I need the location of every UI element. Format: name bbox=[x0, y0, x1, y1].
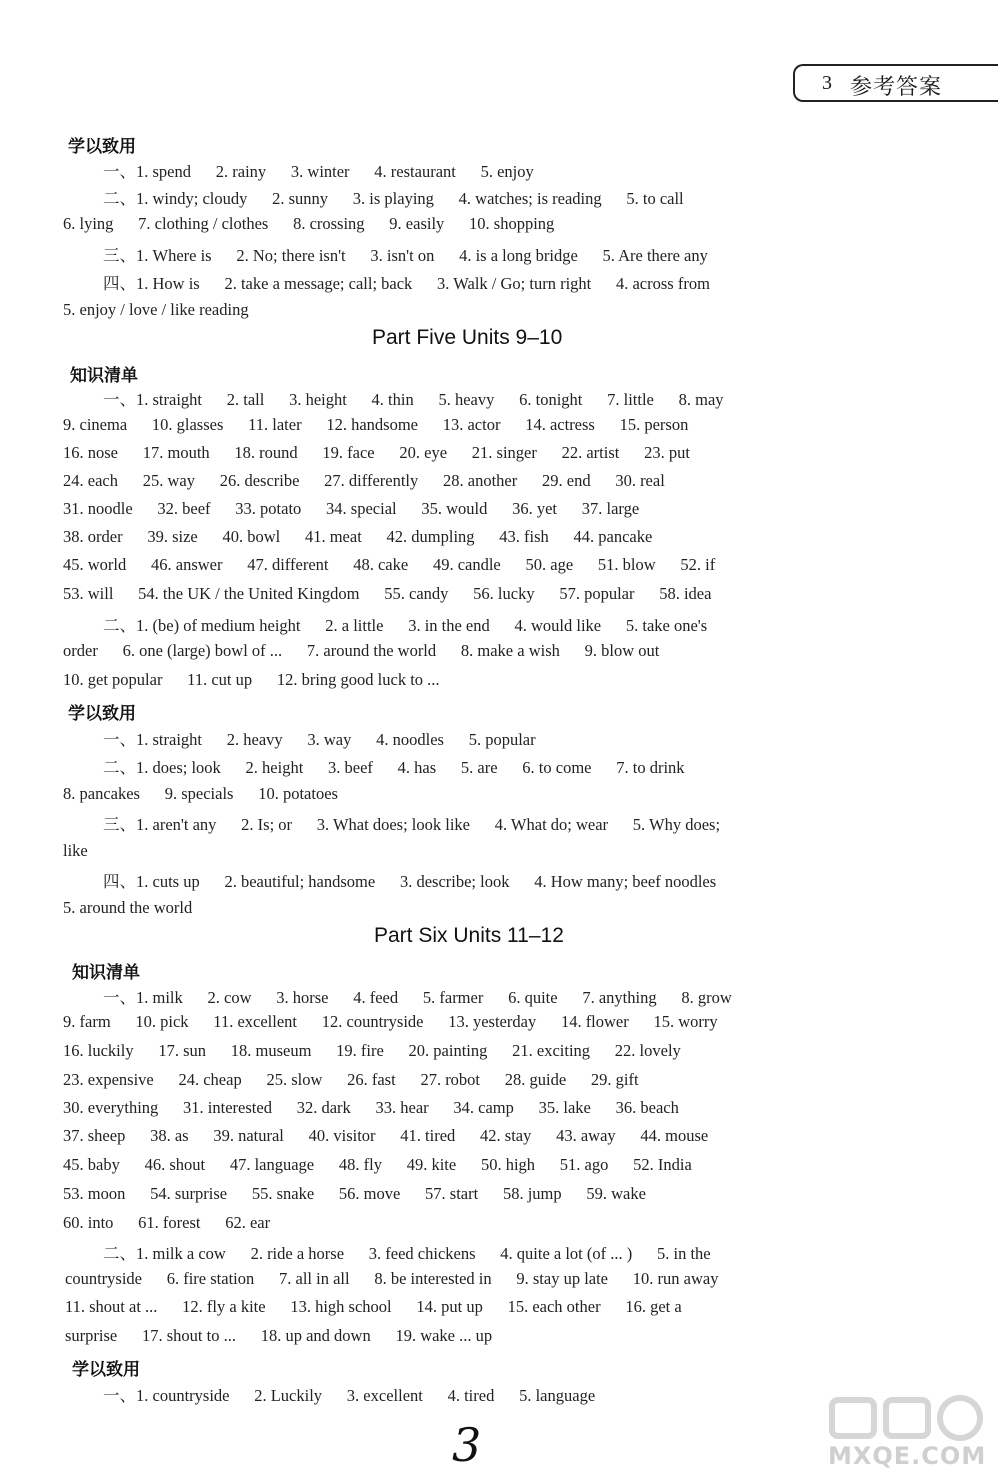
section-heading: 知识清单 bbox=[72, 963, 140, 983]
section-heading: 学以致用 bbox=[72, 1360, 140, 1380]
answer-line: 60. into 61. forest 62. ear bbox=[63, 1213, 271, 1232]
answer-line: 45. world 46. answer 47. different 48. cake 49. candle 50. age 51. blow 52. if bbox=[63, 555, 716, 574]
answer-line: 一、1. straight 2. tall 3. height 4. thin 5. heavy 6. tonight 7. little 8. may bbox=[103, 390, 724, 409]
answer-line: 一、1. straight 2. heavy 3. way 4. noodles 5. popular bbox=[103, 730, 536, 749]
answer-line: surprise 17. shout to ... 18. up and down 19. wake ... up bbox=[65, 1326, 493, 1345]
part-heading: Part Five Units 9–10 bbox=[372, 326, 563, 349]
section-heading: 学以致用 bbox=[68, 137, 136, 157]
answer-line: 三、1. aren't any 2. Is; or 3. What does; look like 4. What do; wear 5. Why does; bbox=[103, 815, 721, 834]
section-heading: 知识清单 bbox=[70, 366, 138, 386]
answer-line: 30. everything 31. interested 32. dark 33. hear 34. camp 35. lake 36. beach bbox=[63, 1098, 679, 1117]
answer-line: 38. order 39. size 40. bowl 41. meat 42. dumpling 43. fish 44. pancake bbox=[63, 527, 653, 546]
answer-line: 31. noodle 32. beef 33. potato 34. special 35. would 36. yet 37. large bbox=[63, 499, 640, 518]
answer-line: 5. enjoy / love / like reading bbox=[63, 300, 249, 319]
answer-line: 9. farm 10. pick 11. excellent 12. countryside 13. yesterday 14. flower 15. worry bbox=[63, 1012, 718, 1031]
answer-line: 16. nose 17. mouth 18. round 19. face 20. eye 21. singer 22. artist 23. put bbox=[63, 443, 690, 462]
answer-line: 45. baby 46. shout 47. language 48. fly 49. kite 50. high 51. ago 52. India bbox=[63, 1155, 692, 1174]
answer-line: 二、1. milk a cow 2. ride a horse 3. feed chickens 4. quite a lot (of ... ) 5. in the bbox=[103, 1244, 711, 1263]
answer-line: countryside 6. fire station 7. all in all 8. be interested in 9. stay up late 10. run away bbox=[65, 1269, 719, 1288]
answer-line: 16. luckily 17. sun 18. museum 19. fire 20. painting 21. exciting 22. lovely bbox=[63, 1041, 681, 1060]
header-section-number: 3 bbox=[822, 72, 832, 94]
answer-line: 一、1. milk 2. cow 3. horse 4. feed 5. farmer 6. quite 7. anything 8. grow bbox=[103, 988, 732, 1007]
answer-line: 8. pancakes 9. specials 10. potatoes bbox=[63, 784, 338, 803]
answer-line: 二、1. does; look 2. height 3. beef 4. has 5. are 6. to come 7. to drink bbox=[103, 758, 685, 777]
part-heading: Part Six Units 11–12 bbox=[374, 924, 564, 947]
answer-line: 二、1. windy; cloudy 2. sunny 3. is playing 4. watches; is reading 5. to call bbox=[103, 189, 684, 208]
answer-line: 53. will 54. the UK / the United Kingdom 55. candy 56. lucky 57. popular 58. idea bbox=[63, 584, 712, 603]
section-heading: 学以致用 bbox=[68, 704, 136, 724]
answer-line: 四、1. How is 2. take a message; call; back 3. Walk / Go; turn right 4. across from bbox=[103, 274, 710, 293]
header-title: 参考答案 bbox=[850, 75, 943, 100]
answer-line: 四、1. cuts up 2. beautiful; handsome 3. describe; look 4. How many; beef noodles bbox=[103, 872, 717, 891]
answer-line: 23. expensive 24. cheap 25. slow 26. fast 27. robot 28. guide 29. gift bbox=[63, 1070, 639, 1089]
answer-line: like bbox=[63, 841, 88, 860]
answer-line: 一、1. spend 2. rainy 3. winter 4. restaurant 5. enjoy bbox=[103, 162, 534, 181]
answer-line: 9. cinema 10. glasses 11. later 12. handsome 13. actor 14. actress 15. person bbox=[63, 415, 689, 434]
answer-line: 24. each 25. way 26. describe 27. differently 28. another 29. end 30. real bbox=[63, 471, 665, 490]
answer-line: 37. sheep 38. as 39. natural 40. visitor 41. tired 42. stay 43. away 44. mouse bbox=[63, 1126, 709, 1145]
answer-line: order 6. one (large) bowl of ... 7. around the world 8. make a wish 9. blow out bbox=[63, 641, 660, 660]
answer-line: 10. get popular 11. cut up 12. bring good luck to ... bbox=[63, 670, 440, 689]
answer-line: 6. lying 7. clothing / clothes 8. crossing 9. easily 10. shopping bbox=[63, 214, 555, 233]
answer-line: 一、1. countryside 2. Luckily 3. excellent 4. tired 5. language bbox=[103, 1386, 596, 1405]
answer-line: 53. moon 54. surprise 55. snake 56. move 57. start 58. jump 59. wake bbox=[63, 1184, 646, 1203]
answer-line: 5. around the world bbox=[63, 898, 193, 917]
answer-line: 二、1. (be) of medium height 2. a little 3. in the end 4. would like 5. take one's bbox=[103, 616, 708, 635]
page-number: 3 bbox=[452, 1418, 482, 1472]
answer-line: 11. shout at ... 12. fly a kite 13. high school 14. put up 15. each other 16. get a bbox=[65, 1297, 682, 1316]
answer-line: 三、1. Where is 2. No; there isn't 3. isn't on 4. is a long bridge 5. Are there any bbox=[103, 246, 708, 265]
watermark-text: MXQE.COM bbox=[828, 1442, 987, 1470]
